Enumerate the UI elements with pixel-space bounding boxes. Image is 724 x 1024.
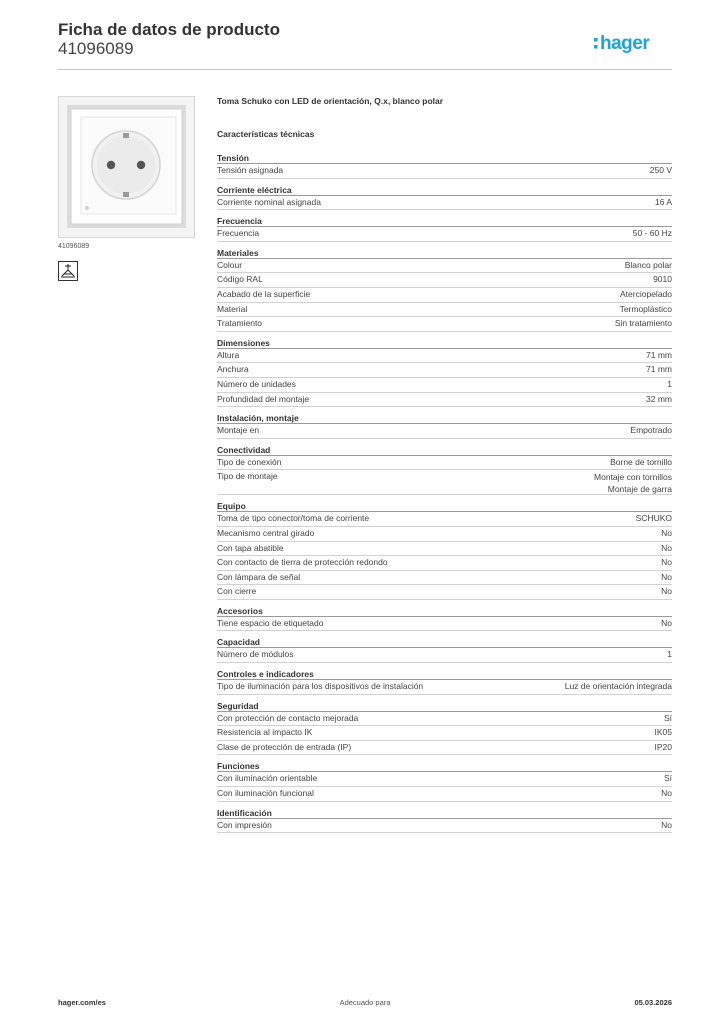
spec-row	[217, 772, 672, 787]
section-title: Frecuencia	[217, 216, 672, 227]
spec-row	[217, 617, 672, 632]
spec-value: 32 mm	[646, 393, 672, 404]
section-title: Accesorios	[217, 606, 672, 617]
spec-value: No	[661, 571, 672, 582]
spec-label: Resistencia al impacto IK	[217, 727, 313, 738]
product-image-column	[58, 96, 195, 281]
spec-value: Borne de tornillo	[610, 456, 672, 467]
spec-section	[217, 761, 672, 801]
page-footer	[58, 998, 672, 1010]
product-code: 41096089	[58, 39, 134, 58]
spec-value-line: Montaje con tornillos	[594, 472, 672, 483]
spec-value: Sí	[663, 712, 672, 723]
spec-row	[217, 424, 672, 439]
spec-row	[217, 542, 672, 557]
spec-label: Acabado de la superficie	[217, 288, 311, 299]
spec-value: No	[661, 617, 672, 628]
section-title: Identificación	[217, 808, 672, 819]
spec-row	[217, 512, 672, 527]
spec-label: Con lámpara de señal	[217, 571, 301, 582]
spec-section	[217, 185, 672, 211]
spec-value: No	[661, 542, 672, 553]
spec-label: Colour	[217, 259, 243, 270]
spec-row	[217, 741, 672, 756]
section-title: Tensión	[217, 153, 672, 164]
spec-row	[217, 648, 672, 663]
spec-value: No	[661, 557, 672, 568]
spec-row	[217, 527, 672, 542]
spec-section	[217, 445, 672, 496]
spec-label: Tipo de conexión	[217, 456, 282, 467]
spec-row	[217, 787, 672, 802]
spec-section	[217, 248, 672, 332]
spec-label: Clase de protección de entrada (IP)	[217, 741, 352, 752]
spec-label: Tipo de iluminación para los dispositivos de instalación	[217, 681, 424, 692]
spec-label: Con cierre	[217, 586, 257, 597]
spec-row	[217, 196, 672, 211]
spec-row	[217, 470, 672, 495]
spec-value: Sí	[663, 773, 672, 784]
footer-date: 05.03.2026	[634, 998, 672, 1007]
page-title: Ficha de datos de producto	[58, 20, 280, 39]
section-title: Corriente eléctrica	[217, 185, 672, 196]
footer-website-link[interactable]: hager.com/es	[58, 998, 106, 1007]
spec-label: Tensión asignada	[217, 165, 284, 175]
spec-label: Frecuencia	[217, 228, 260, 239]
spec-value: Aterciopelado	[620, 288, 672, 299]
spec-label: Con iluminación orientable	[217, 773, 318, 784]
spec-row	[217, 227, 672, 242]
section-title: Dimensiones	[217, 338, 672, 349]
spec-value: No	[661, 586, 672, 597]
spec-label: Con tapa abatible	[217, 542, 284, 553]
spec-row	[217, 378, 672, 393]
spec-row	[217, 456, 672, 471]
spec-label: Con iluminación funcional	[217, 788, 314, 799]
product-data-column	[217, 95, 672, 833]
spec-value-line: Montaje de garra	[607, 484, 672, 495]
section-title: Conectividad	[217, 445, 672, 456]
section-title: Equipo	[217, 501, 672, 512]
spec-label: Montaje en	[217, 425, 260, 436]
spec-row	[217, 680, 672, 695]
spec-value: 1	[667, 649, 672, 660]
spec-value: 71 mm	[646, 349, 672, 360]
section-title: Instalación, montaje	[217, 413, 672, 424]
spec-label: Con contacto de tierra de protección redondo	[217, 557, 388, 568]
spec-section	[217, 216, 672, 242]
spec-label: Mecanismo central girado	[217, 527, 315, 538]
section-title: Materiales	[217, 248, 672, 259]
spec-row	[217, 259, 672, 274]
spec-row	[217, 349, 672, 364]
image-caption-code: 41096089	[58, 243, 90, 250]
spec-value: Blanco polar	[624, 259, 672, 270]
installation-symbol-icon	[58, 261, 78, 281]
spec-label: Toma de tipo conector/toma de corriente	[217, 513, 370, 524]
section-title: Capacidad	[217, 637, 672, 648]
spec-value: SCHUKO	[635, 513, 672, 524]
spec-value: 50 - 60 Hz	[632, 228, 672, 239]
spec-row	[217, 288, 672, 303]
spec-row	[217, 712, 672, 727]
spec-label: Tipo de montaje	[217, 471, 278, 482]
spec-section	[217, 606, 672, 632]
spec-value: Termoplástico	[619, 303, 672, 314]
section-title: Seguridad	[217, 701, 672, 712]
spec-label: Código RAL	[217, 274, 263, 285]
spec-section	[217, 808, 672, 834]
spec-row	[217, 726, 672, 741]
spec-value: No	[661, 788, 672, 799]
spec-value: 71 mm	[646, 364, 672, 375]
spec-value: Sin tratamiento	[614, 318, 672, 329]
spec-value: 16 A	[654, 196, 672, 207]
section-title: Funciones	[217, 761, 672, 772]
spec-value: 250 V	[649, 165, 672, 175]
spec-section	[217, 701, 672, 756]
spec-row	[217, 571, 672, 586]
spec-row	[217, 303, 672, 318]
spec-label: Corriente nominal asignada	[217, 196, 321, 207]
hager-logo	[592, 28, 672, 58]
spec-row	[217, 393, 672, 408]
spec-value: No	[661, 819, 672, 830]
spec-label: Material	[217, 303, 248, 314]
footer-center-text: Adecuado para	[339, 998, 391, 1007]
product-description: Toma Schuko con LED de orientación, Q.x, blanco polar	[217, 96, 444, 106]
section-title: Controles e indicadores	[217, 669, 672, 680]
spec-row	[217, 556, 672, 571]
spec-row	[217, 317, 672, 332]
spec-section	[217, 413, 672, 439]
spec-section	[217, 637, 672, 663]
spec-value: 9010	[653, 274, 672, 285]
spec-label: Altura	[217, 349, 240, 360]
spec-value: No	[661, 527, 672, 538]
spec-section	[217, 501, 672, 600]
spec-section	[217, 338, 672, 407]
spec-label: Tiene espacio de etiquetado	[217, 617, 324, 628]
spec-value: Luz de orientación integrada	[564, 681, 672, 692]
technical-characteristics-heading: Características técnicas	[217, 129, 315, 139]
spec-value: IP20	[654, 741, 672, 752]
spec-label: Número de unidades	[217, 378, 296, 389]
spec-value: Empotrado	[630, 425, 672, 436]
schuko-socket-image	[58, 96, 195, 238]
spec-row	[217, 164, 672, 179]
spec-label: Número de módulos	[217, 649, 294, 660]
spec-section	[217, 153, 672, 179]
spec-label: Tratamiento	[217, 318, 263, 329]
spec-label: Con impresión	[217, 819, 272, 830]
spec-value	[594, 470, 672, 495]
page-header	[58, 20, 672, 70]
spec-section	[217, 669, 672, 695]
svg-text:hager: hager	[600, 33, 650, 54]
spec-label: Con protección de contacto mejorada	[217, 712, 359, 723]
spec-label: Anchura	[217, 364, 249, 375]
spec-row	[217, 273, 672, 288]
spec-row	[217, 363, 672, 378]
spec-row	[217, 585, 672, 600]
spec-value: 1	[667, 378, 672, 389]
spec-label: Profundidad del montaje	[217, 393, 310, 404]
spec-value: IK05	[654, 727, 672, 738]
spec-sections	[217, 153, 672, 833]
spec-row	[217, 819, 672, 834]
